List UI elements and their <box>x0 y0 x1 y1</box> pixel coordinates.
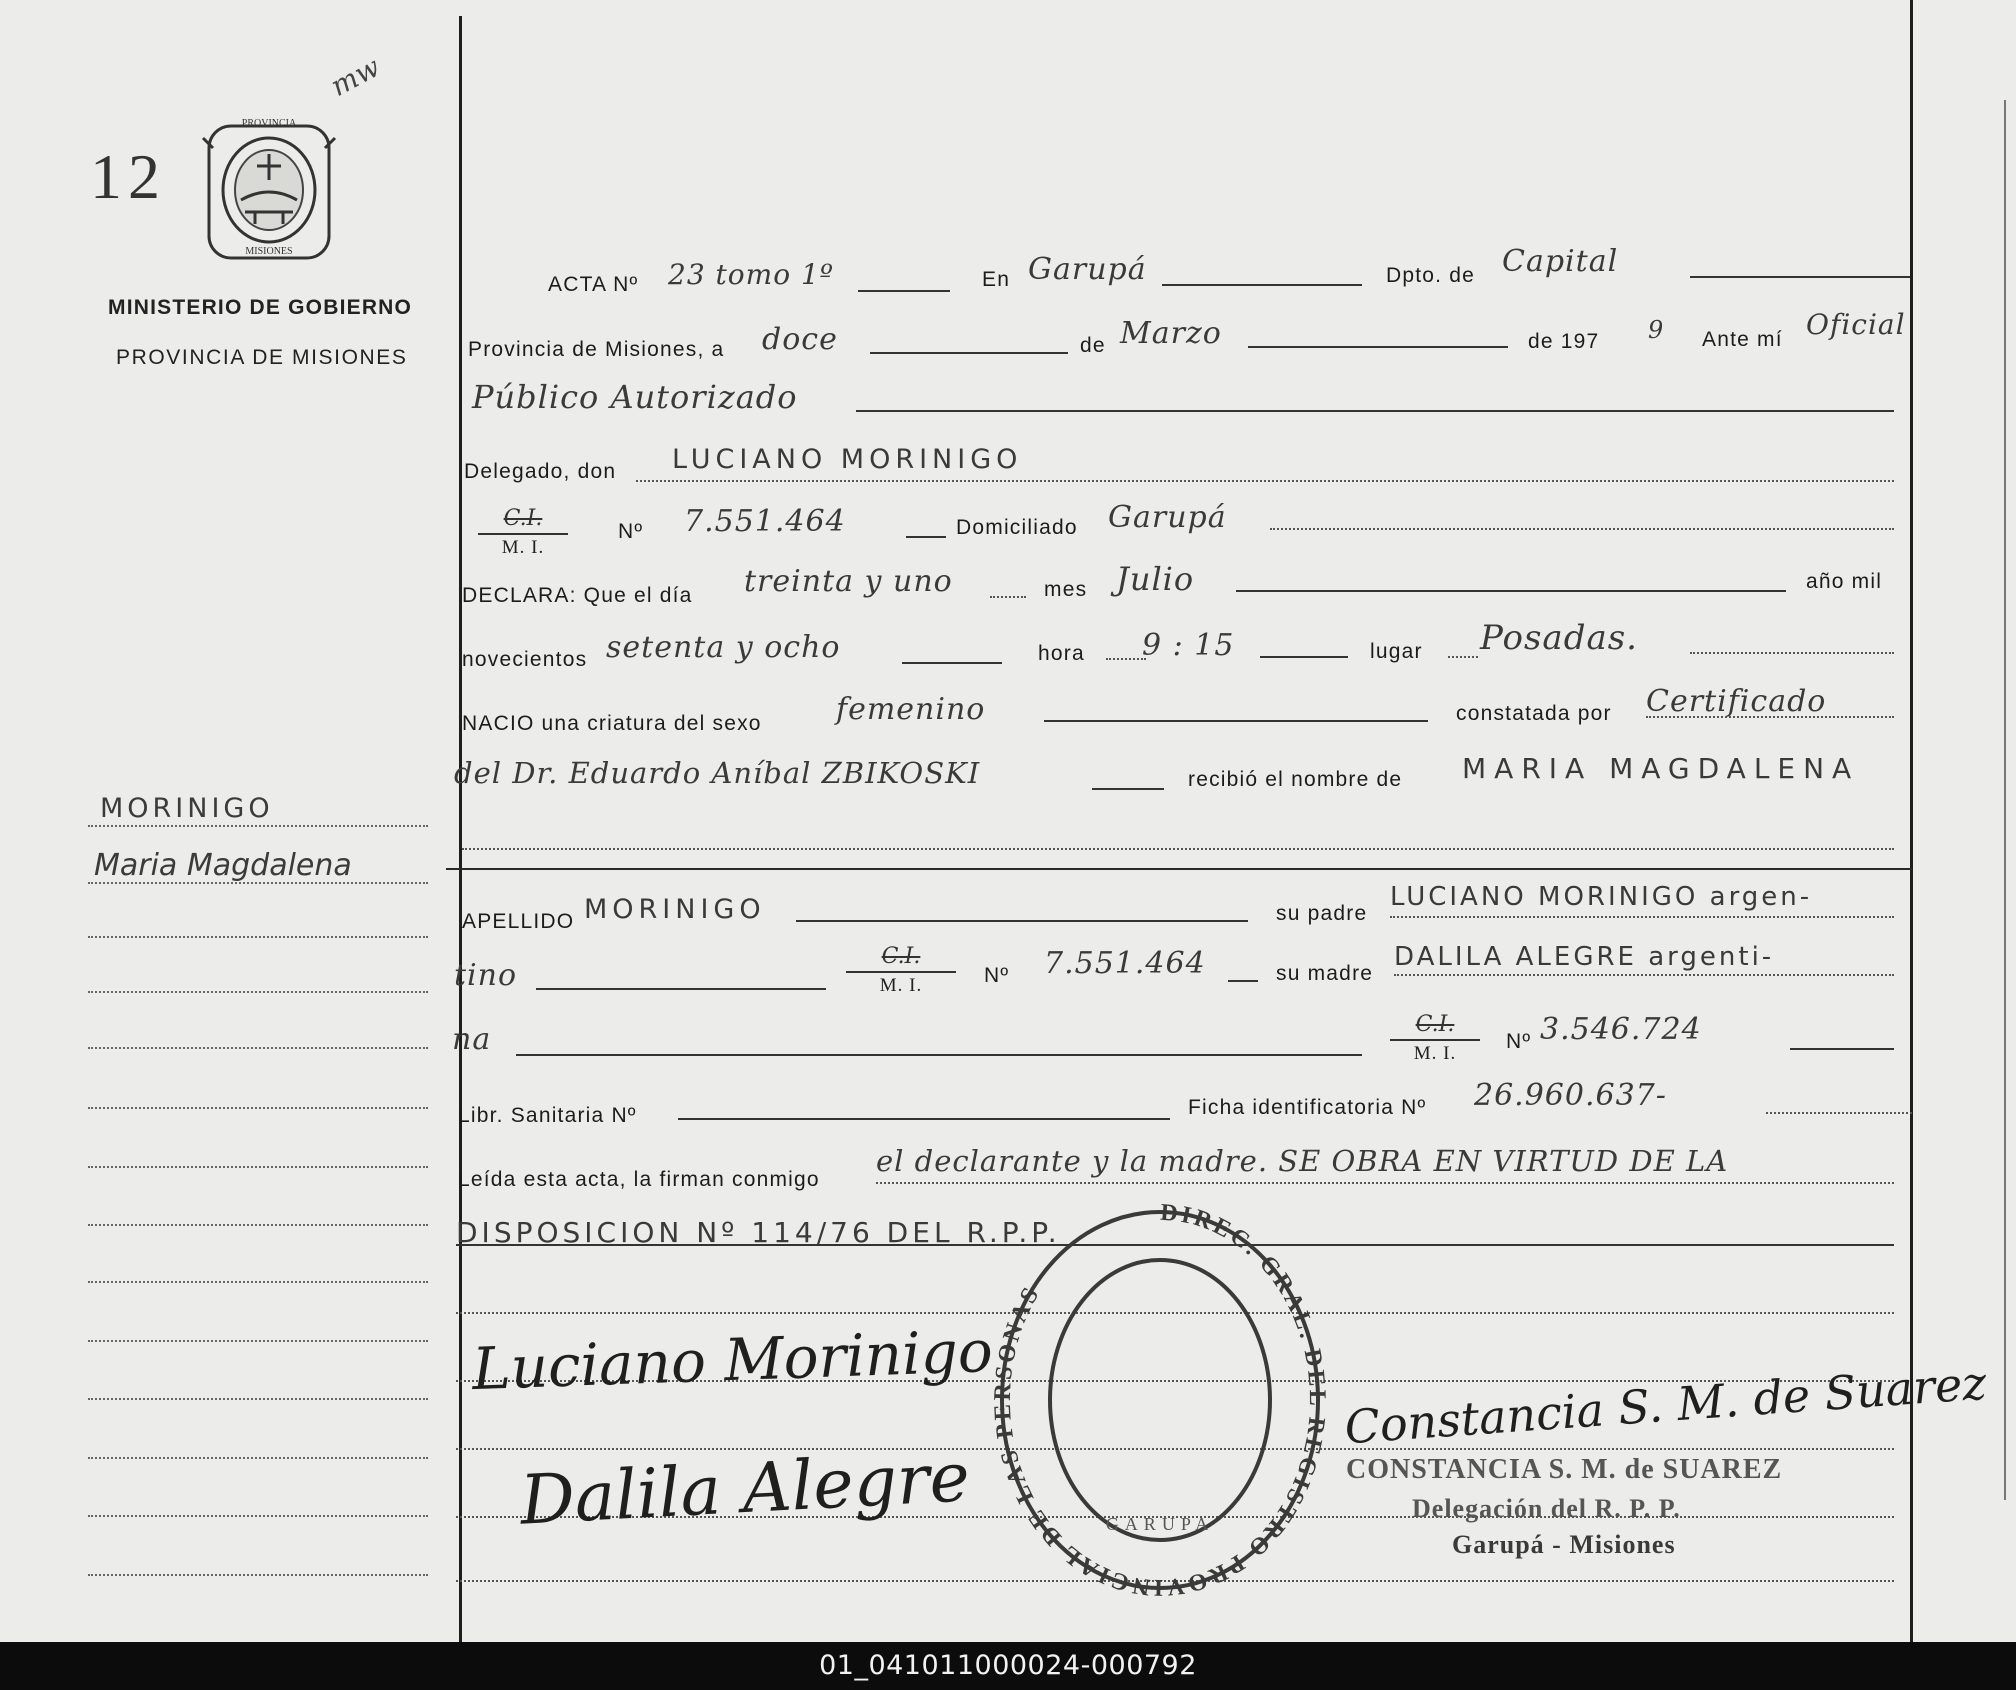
mes-acta-line <box>1248 346 1508 348</box>
madre-mi-line <box>1790 1048 1894 1050</box>
constatada-label: constatada por <box>1456 702 1612 725</box>
en-line <box>1162 284 1362 286</box>
libr-label: Libr. Sanitaria Nº <box>458 1104 637 1127</box>
leida-label: Leída esta acta, la firman conmigo <box>458 1168 820 1191</box>
firman-value: el declarante y la madre. SE OBRA EN VIRTUD DE LA <box>876 1144 1729 1178</box>
delegado-mi-value: 7.551.464 <box>684 504 846 539</box>
acta-number: 23 tomo 1º <box>668 258 834 291</box>
year-label: de 197 <box>1528 330 1600 353</box>
ante-mi-line <box>856 410 1894 412</box>
sexo-value: femenino <box>836 692 986 727</box>
margin-names: Maria Magdalena <box>94 848 352 883</box>
padre-dots <box>1390 916 1894 918</box>
libr-line <box>678 1118 1170 1120</box>
margin-rule <box>88 882 428 884</box>
madre-mi-value: 3.546.724 <box>1540 1012 1702 1047</box>
domiciliado-label: Domiciliado <box>956 516 1078 539</box>
ante-mi-label: Ante mí <box>1702 328 1783 351</box>
firman-dots <box>876 1182 1894 1184</box>
padre-mi-fraction <box>846 944 956 997</box>
ficha-dots <box>1766 1112 1912 1114</box>
fraction-bar <box>846 971 956 973</box>
dpto-line <box>1690 276 1910 278</box>
mi-label: M. I. <box>879 975 923 996</box>
mi-label: M. I. <box>1413 1043 1457 1064</box>
madre-value: DALILA ALEGRE argenti- <box>1394 942 1775 972</box>
ministry-title: MINISTERIO DE GOBIERNO <box>108 296 413 319</box>
madre-dots <box>1394 974 1894 976</box>
page-edge <box>2004 100 2006 1500</box>
padre-mi-line <box>1228 980 1258 982</box>
registry-stamp-icon <box>980 1190 1340 1620</box>
num-label: Nº <box>984 964 1010 987</box>
lugar-value: Posadas. <box>1480 618 1638 658</box>
anio-nac-line <box>902 662 1002 664</box>
margin-rule <box>88 936 428 938</box>
blank-dots <box>462 848 1894 850</box>
margin-rule <box>88 1340 428 1342</box>
oficial-signature: Constancia S. M. de Suarez <box>1342 1355 1989 1455</box>
sexo-line <box>1044 720 1428 722</box>
seal-text-bottom: MISIONES <box>245 246 293 257</box>
ano-mil-label: año mil <box>1806 570 1883 593</box>
mes-label: mes <box>1044 578 1088 601</box>
seal-text-top: PROVINCIA <box>241 118 297 129</box>
delegado-mi-line <box>906 536 946 538</box>
mi-top-label: C.I. <box>881 944 921 969</box>
year-digit: 9 <box>1648 316 1665 344</box>
provincia-label: Provincia de Misiones, a <box>468 338 725 361</box>
margin-surname: MORINIGO <box>100 793 274 824</box>
image-id-footer: 01_041011000024-000792 <box>0 1642 2016 1690</box>
dia-nac-dots <box>990 596 1026 598</box>
madre-signature: Dalila Alegre <box>518 1438 972 1541</box>
dia-line <box>870 352 1068 354</box>
apellido-label: APELLIDO <box>462 910 575 933</box>
de-label: de <box>1080 334 1106 357</box>
misiones-seal-icon <box>195 108 345 273</box>
acta-line <box>858 290 950 292</box>
hora-value: 9 : 15 <box>1142 628 1235 663</box>
fraction-bar <box>478 533 568 535</box>
nombre-value: MARIA MAGDALENA <box>1462 752 1860 785</box>
ficha-label: Ficha identificatoria Nº <box>1188 1096 1427 1119</box>
stamp-ring-text: DIREC. GRAL. DEL REGISTRO PROVINCIAL DE LAS PERSONAS <box>989 1199 1331 1601</box>
margin-rule <box>88 1281 428 1283</box>
hora-label: hora <box>1038 642 1085 665</box>
anio-nac-value: setenta y ocho <box>606 630 841 665</box>
en-value: Garupá <box>1028 252 1147 287</box>
margin-rule <box>88 1107 428 1109</box>
constatada-value: Certificado <box>1646 684 1827 719</box>
fraction-bar <box>1390 1039 1480 1041</box>
lugar-dots-a <box>1448 656 1478 658</box>
dpto-value: Capital <box>1502 244 1619 279</box>
margin-rule <box>88 1398 428 1400</box>
declara-label: DECLARA: Que el día <box>462 584 693 607</box>
hora-line <box>1260 656 1348 658</box>
margin-rule <box>88 991 428 993</box>
dia-value: doce <box>762 322 838 357</box>
official-stamp-line3: Garupá - Misiones <box>1452 1530 1676 1559</box>
margin-rule <box>88 1574 428 1576</box>
mes-acta-value: Marzo <box>1120 316 1222 351</box>
margin-rule <box>88 825 428 827</box>
constatada-dots <box>1646 716 1894 718</box>
stamp-center-text: GARUPA <box>1105 1514 1215 1534</box>
padre-2-line <box>536 988 826 990</box>
medico-value: del Dr. Eduardo Aníbal ZBIKOSKI <box>454 756 981 790</box>
margin-divider <box>459 16 462 1642</box>
province-title: PROVINCIA DE MISIONES <box>116 346 408 369</box>
acta-label: ACTA Nº <box>548 273 639 296</box>
num-label: Nº <box>1506 1030 1532 1053</box>
page-number: 12 <box>90 141 166 212</box>
apellido-line <box>796 920 1248 922</box>
mi-top-label: C.I. <box>503 506 543 531</box>
nacio-label: NACIO una criatura del sexo <box>462 712 762 735</box>
ante-mi-value-2: Público Autorizado <box>472 378 798 416</box>
official-stamp-line1: CONSTANCIA S. M. de SUAREZ <box>1346 1454 1783 1485</box>
padre-value-2: tino <box>454 958 518 993</box>
padre-mi-value: 7.551.464 <box>1044 946 1206 981</box>
domicilio-value: Garupá <box>1108 500 1227 535</box>
medico-line <box>1092 788 1164 790</box>
padre-value: LUCIANO MORINIGO argen- <box>1390 882 1813 912</box>
delegado-dots <box>636 480 1894 482</box>
official-stamp-line2: Delegación del R. P. P. <box>1412 1494 1681 1523</box>
dpto-label: Dpto. de <box>1386 264 1475 287</box>
novecientos-label: novecientos <box>462 648 588 671</box>
declarante-signature: Luciano Morinigo <box>470 1316 994 1404</box>
margin-rule <box>88 1515 428 1517</box>
hora-dots <box>1106 658 1146 660</box>
margin-rule <box>88 1457 428 1459</box>
margin-rule <box>88 1224 428 1226</box>
mes-nac-line <box>1236 590 1786 592</box>
lugar-label: lugar <box>1370 640 1423 663</box>
mi-label: M. I. <box>501 537 545 558</box>
delegado-value: LUCIANO MORINIGO <box>672 444 1023 475</box>
mes-nac-value: Julio <box>1116 560 1195 598</box>
lugar-dots-b <box>1690 652 1894 654</box>
num-label: Nº <box>618 520 644 543</box>
madre-mi-fraction <box>1390 1012 1480 1065</box>
mi-top-label: C.I. <box>1415 1012 1455 1037</box>
seal-initials: mw <box>325 50 386 103</box>
dia-nac-value: treinta y uno <box>744 564 953 599</box>
madre-value-2: na <box>452 1022 492 1057</box>
firman-value-2: DISPOSICION Nº 114/76 DEL R.P.P. <box>456 1216 1061 1249</box>
delegado-mi-fraction <box>478 506 568 559</box>
ante-mi-value: Oficial <box>1806 308 1906 341</box>
ficha-value: 26.960.637- <box>1474 1078 1667 1113</box>
su-madre-label: su madre <box>1276 962 1374 985</box>
recibio-label: recibió el nombre de <box>1188 768 1403 791</box>
apellido-value: MORINIGO <box>584 894 766 925</box>
margin-rule <box>88 1047 428 1049</box>
margin-rule <box>88 1166 428 1168</box>
delegado-label: Delegado, don <box>464 460 617 483</box>
su-padre-label: su padre <box>1276 902 1368 925</box>
section-divider <box>446 868 1912 870</box>
madre-2-line <box>516 1054 1362 1056</box>
en-label: En <box>982 268 1011 291</box>
domicilio-dots <box>1270 528 1894 530</box>
